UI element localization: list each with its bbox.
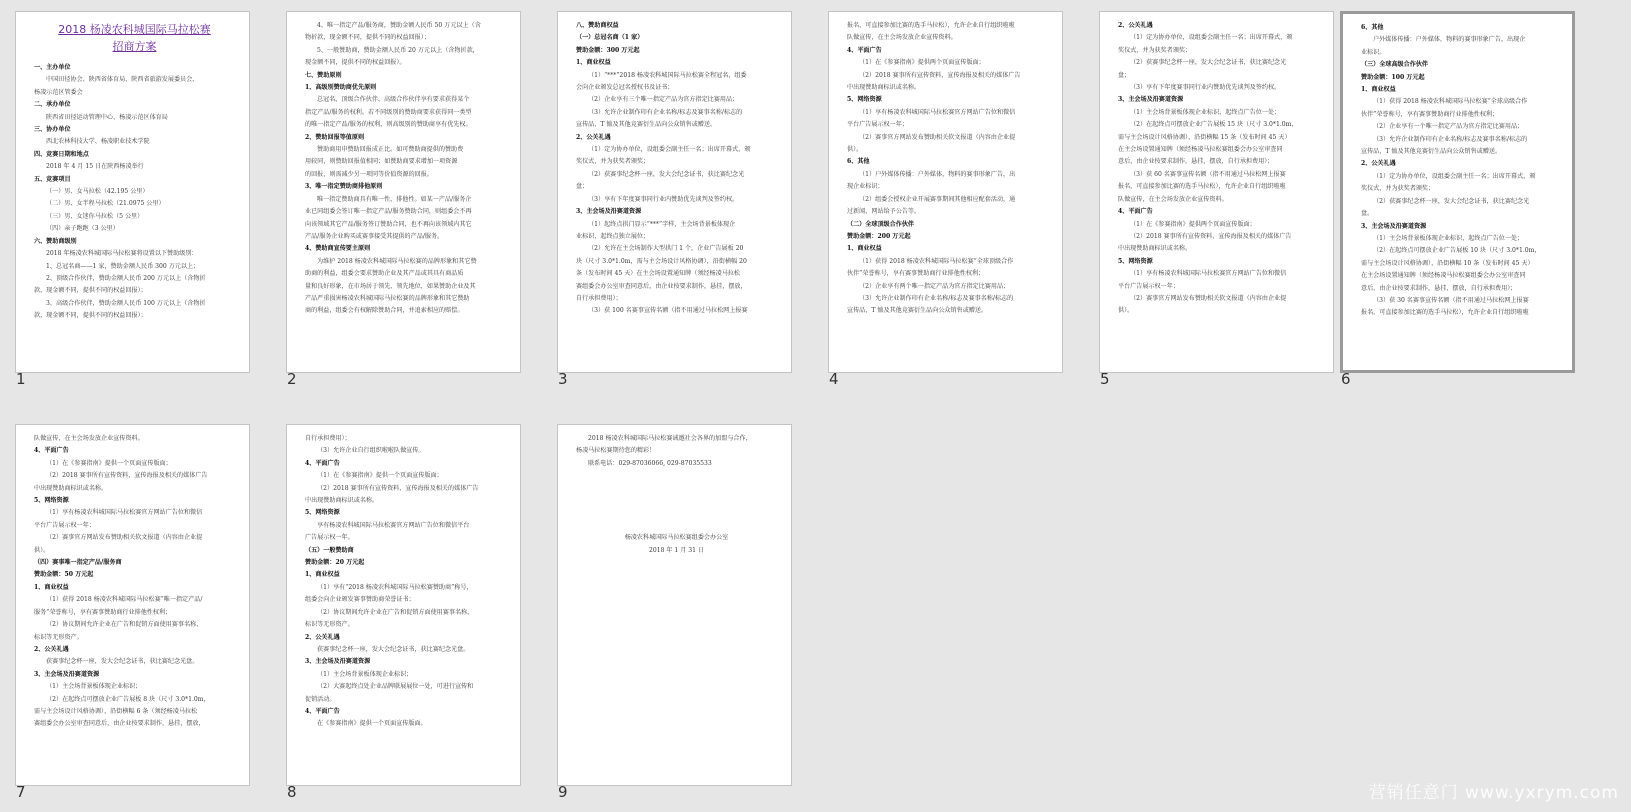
text-line: 会向企业颁发总冠名授权书及证书； — [576, 84, 674, 92]
text-line: （2）企业享有三个唯一指定产品为官方指定比赛用品； — [588, 96, 739, 104]
text-line: 杨凌农科城国际马拉松赛组委会办公室 — [624, 534, 729, 542]
section-heading: 6、其他 — [1361, 24, 1384, 31]
text-line: 陕西省田径运动管理中心、杨凌示范区体育局 — [46, 113, 168, 121]
section-heading: 3、主会场及沿赛道资源 — [305, 658, 371, 666]
text-line: 盘。 — [1361, 210, 1374, 218]
text-line: （1）享有杨凌农科城国际马拉松赛官方网站广告位和微信 — [46, 509, 203, 517]
page-thumbnail[interactable] — [286, 424, 521, 786]
section-heading: 2、赞助回报等值原则 — [305, 133, 365, 141]
text-line: 需与主会场设计风格协调），沿街横幅 15 条（发布时间 45 天） — [1118, 133, 1291, 141]
text-line: （2）在起终点可摆放企业广告展板 15 块（尺寸 3.0*1.0m， — [1130, 121, 1298, 129]
text-line: 2018 年 1 月 31 日 — [648, 546, 705, 554]
text-line: 队做宣传，在主会场发放企业宣传资料。 — [847, 34, 957, 42]
section-heading: 6、其他 — [847, 158, 870, 166]
text-line: 享有杨凌农科城国际马拉松赛官方网站广告位和微信平台 — [317, 521, 470, 529]
text-line: （1）定为协办单位，设组委会副主任一名；出席开幕式，颁 — [588, 146, 751, 154]
page-content — [576, 433, 777, 779]
text-line: （1）主会场背景板体现企业标识； — [46, 683, 142, 691]
text-line: （1）定为协办单位，设组委会副主任一名；出席开幕式，颁 — [1130, 34, 1293, 42]
page-content — [34, 433, 235, 779]
section-heading: 1、商业权益 — [1361, 86, 1396, 94]
text-line — [576, 470, 777, 482]
text-line: 在《参赛指南》提供一个页面宣传版面。 — [317, 720, 427, 728]
text-line: （2）赛事官方网站发布赞助相关软文报道（内容由企业提 — [1130, 294, 1287, 302]
text-line: 平台广告展示权一年； — [1118, 282, 1179, 290]
text-line: 自行承担费用）； — [305, 435, 351, 442]
section-heading: 3、主会场及沿赛道资源 — [34, 670, 100, 678]
text-line: （1）获得 2018 杨凌农科城国际马拉松赛“唯一指定产品/ — [46, 596, 203, 604]
text-line: 商的利益，组委会有权解除赞助合同，并追索相应的赔偿。 — [305, 307, 464, 315]
text-line: 平台广告展示权一年； — [847, 121, 908, 129]
text-line: 2018 年 4 月 15 日在陕西杨凌举行 — [46, 163, 144, 171]
text-line: （1）定为协办单位，设组委会副主任一名；出席开幕式，颁 — [1373, 172, 1536, 180]
text-line: 宣传品，T 恤及其他竞赛衍生品向公众销售或赠送。 — [847, 307, 988, 315]
text-line: 唯一指定赞助商具有唯一性、排他性。如某一产品/服务企 — [317, 195, 472, 203]
section-heading: 七、赞助原则 — [305, 71, 342, 79]
section-heading: 1、商业权益 — [847, 245, 882, 253]
text-line: 宣传品，T 恤及其他竞赛衍生品向公众销售或赠送。 — [1361, 148, 1502, 156]
text-line: 总冠名、顶级合作伙伴、高级合作伙伴享有要求获得某个 — [317, 96, 470, 104]
section-heading: 赞助金额：50 万元起 — [34, 571, 94, 579]
document-subtitle: 招商方案 — [112, 40, 157, 53]
text-line: 中出现赞助商标识或名称。 — [847, 84, 921, 92]
text-line: 的回报，则需减少另一项同等价值资源的回报。 — [305, 170, 433, 178]
section-heading: 4、平面广告 — [34, 447, 69, 455]
text-line — [576, 483, 777, 495]
page-thumbnail[interactable] — [557, 424, 792, 786]
text-line: 中出现赞助商标识或名称。 — [305, 497, 379, 505]
section-heading: 二、承办单位 — [34, 101, 71, 109]
text-line: 标识等无形资产。 — [305, 621, 354, 629]
section-heading: 赞助金额：200 万元起 — [847, 232, 911, 240]
section-heading: 5、网络资源 — [34, 497, 69, 505]
section-heading: 六、赞助商级别 — [34, 237, 77, 245]
text-line: 杨凌马拉松赛期待您的精彩！ — [576, 447, 656, 455]
text-line: 奖仪式，并为获奖者颁奖； — [1118, 46, 1192, 54]
text-line: 赛组委会办公室审查同意后，由企业按要求制作，悬挂，摆放， — [576, 282, 747, 290]
text-line: 量和良好形象，在市场居于领先、领先地位，如果赞助企业及其 — [305, 282, 476, 290]
page-content — [305, 433, 506, 779]
section-heading: （三）全球高级合作伙伴 — [1361, 61, 1429, 69]
text-line: 供）。 — [847, 146, 863, 154]
text-line: 指定产品/服务的权利。若不同级别的赞助商要求获得同一类型 — [305, 108, 472, 116]
section-heading: 一、主办单位 — [34, 64, 71, 71]
text-line: （3）允许企业制作印有企业名称/标志及赛事名称/标志的 — [859, 294, 1014, 302]
section-heading: 4、平面广告 — [305, 459, 340, 467]
text-line: （2）在起终点可摆放企业广告展板 8 块（尺寸 3.0*1.0m， — [46, 695, 210, 703]
text-line: 队做宣传，在主会场发放企业宣传资料。 — [1118, 195, 1228, 203]
text-line: 意后，由企业按要求制作，悬挂，摆放，自行承担费用）； — [1361, 284, 1517, 292]
text-line: 款，现金额不同，提供不同的权益回报）； — [34, 287, 147, 295]
text-line: （2）获赛事纪念杯一座，发大会纪念证书，获比赛纪念光 — [588, 170, 745, 178]
page-number-label: 3 — [558, 370, 568, 388]
text-line: 向该领域其它产品/服务签订赞助合同，也不再向该领域内其它 — [305, 220, 472, 228]
watermark-text: 营销任意门 www.yxrym.com — [1368, 783, 1619, 803]
text-line: （2）企业享有一个唯一指定产品为官方指定比赛用品； — [1373, 123, 1524, 131]
section-heading: 八、赞助商权益 — [576, 22, 619, 29]
section-heading: 2、公关礼遇 — [34, 645, 69, 653]
section-heading: 1、商业权益 — [305, 571, 340, 579]
section-heading: 2、公关礼遇 — [305, 633, 340, 641]
text-line: （1）获得 2018 杨凌农科城国际马拉松赛“全球顶级合作 — [859, 257, 1014, 265]
text-line — [576, 520, 777, 532]
section-heading: 四、竞赛日期和地点 — [34, 150, 89, 158]
text-line: 供）。 — [1118, 307, 1134, 315]
section-heading: 2、公关礼遇 — [576, 133, 611, 141]
section-heading: 4、平面广告 — [1118, 208, 1153, 216]
text-line: （1）获得 2018 杨凌农科城国际马拉松赛“全球高级合作 — [1373, 98, 1528, 106]
text-line: 广告展示权一年。 — [305, 534, 354, 542]
text-line: （2）赛事官方网站发布赞助相关软文报道（内容由企业提 — [46, 534, 203, 542]
text-line: 块（尺寸 3.0*1.0m，需与主会场设计风格协调），沿街横幅 20 — [576, 257, 747, 265]
text-line: （2）2018 赛事所有宣传资料，宣传海报及相关的媒体广告 — [1130, 232, 1292, 240]
text-line: 业标识，起终点独立展位； — [576, 232, 650, 240]
section-heading: 五、竞赛项目 — [34, 175, 71, 183]
text-line — [576, 495, 777, 507]
text-line: （2）协议期间允许企业在广告和促销方面使用赛事名称、 — [317, 608, 474, 616]
text-line: 业已同组委会签订唯一指定产品/服务赞助合同，则组委会不再 — [305, 208, 472, 216]
text-line: 伙伴”荣誉称号，享有赛事赞助商行业排他性权利； — [847, 270, 985, 278]
text-line: （3）允许企业自行组织啦啦队做宣传。 — [317, 447, 425, 455]
text-line: 款，现金额不同，提供不同的权益回报）； — [34, 312, 147, 320]
section-heading: （一）总冠名商（1 家） — [576, 34, 644, 42]
section-heading: 赞助金额：300 万元起 — [576, 46, 640, 54]
text-line: 联系电话：029-87036066, 029-87035533 — [588, 459, 712, 467]
text-line: 2、顶级合作伙伴，赞助金额人民币 200 万元以上（含物折 — [46, 274, 206, 282]
text-line: 伙伴”荣誉称号，享有赛事赞助商行业排他性权利； — [1361, 110, 1499, 118]
section-heading: 赞助金额：100 万元起 — [1361, 73, 1425, 81]
page-content — [1361, 22, 1558, 364]
page-content — [847, 20, 1048, 366]
text-line: 获赛事纪念杯一座，发大会纪念证书，获比赛纪念光盘。 — [46, 658, 199, 666]
page-number-label: 5 — [1100, 370, 1110, 388]
section-heading: 3、主会场及沿赛道资源 — [1361, 222, 1427, 230]
section-heading: 赞助金额：20 万元起 — [305, 559, 365, 567]
text-line: 在主会场设置通知牌（须经杨凌马拉松赛组委会办公室审查同 — [1361, 272, 1526, 280]
section-heading: 5、网络资源 — [1118, 257, 1153, 265]
text-line: （2）赛事官方网站发布赞助相关软文报道（内容由企业提 — [859, 133, 1016, 141]
text-line: 现金额不同，提供不同的权益回报）。 — [305, 59, 406, 67]
text-line: （1）“***”2018 杨凌农科城国际马拉松赛全程冠名，组委 — [588, 71, 747, 79]
text-line: （2）2018 赛事所有宣传资料，宣传海报及相关的媒体广告 — [46, 472, 208, 480]
text-line: 供）。 — [34, 546, 50, 554]
page-content — [1118, 20, 1319, 366]
text-line: 盘； — [576, 183, 589, 191]
text-line: （1）在《参赛指南》提供一个页面宣传版面； — [46, 459, 172, 467]
text-line: 报名，可直接参加比赛的选手马拉松），允许企业自行组织啦啦 — [1361, 309, 1529, 317]
text-line: （1）在《参赛指南》提供两个页面宣传版面； — [1130, 220, 1256, 228]
text-line: （3）获 100 名赛事宣传名额（指不用通过马拉松网上报赛 — [588, 307, 748, 315]
text-line: 户外媒体传播：户外媒体，物料的赛事形象广告，出现企 — [1373, 36, 1526, 44]
text-line: 报名，可直接参加比赛的选手马拉松），允许企业自行组织啦啦 — [847, 22, 1015, 29]
text-line: 4、唯一指定产品/服务商，赞助金额人民币 50 万元以上（含 — [317, 22, 481, 29]
text-line: 产品/服务企业购买或赛事接受其提供的产品/服务。 — [305, 232, 444, 240]
section-heading: 2、公关礼遇 — [1361, 160, 1396, 168]
page-thumbnail[interactable] — [15, 424, 250, 786]
text-line: （三）男、女迷你马拉松（5 公里） — [46, 212, 144, 220]
section-heading: （四）赛事唯一指定产品/服务商 — [34, 559, 122, 567]
text-line: 奖仪式，并为获奖者颁奖； — [1361, 185, 1435, 193]
text-line — [576, 507, 777, 519]
text-line: （1）享有杨凌农科城国际马拉松赛官方网站广告位和微信 — [1130, 270, 1287, 278]
text-line: （1）主会场背景板体现企业标识，起终点广告位一处； — [1130, 108, 1281, 116]
section-heading: 3、主会场及沿赛道资源 — [1118, 96, 1184, 104]
section-heading: 1、商业权益 — [576, 59, 611, 67]
text-line: 条（发布时间 45 天）在主会场设置通知牌（须经杨凌马拉松 — [576, 270, 740, 278]
text-line: 赛组委会办公室审查同意后，由企业按要求制作，悬挂，摆放， — [34, 720, 205, 728]
page-number-label: 2 — [287, 370, 297, 388]
text-line: （2）2018 赛事所有宣传资料，宣传海报及相关的媒体广告 — [859, 71, 1021, 79]
text-line: 队做宣传，在主会场发放企业宣传资料。 — [34, 435, 144, 442]
section-heading: 5、网络资源 — [847, 96, 882, 104]
text-line: 中出现赞助商标识或名称。 — [34, 484, 108, 492]
text-line: 宣传品，T 恤及其他竞赛衍生品向公众销售或赠送。 — [576, 121, 717, 129]
text-line: 组委会向企业颁发赛事赞助商荣誉证书； — [305, 596, 415, 604]
text-line: （一）男、女马拉松（42.195 公里） — [46, 188, 149, 196]
text-line: 获赛事纪念杯一座，发大会纪念证书，获比赛纪念光盘。 — [317, 645, 470, 653]
section-heading: （二）全球顶级合作伙伴 — [847, 220, 915, 228]
text-line: 自行承担费用）； — [576, 294, 622, 302]
text-line: （3）允许企业制作印有企业名称/标志及赛事名称/标志的 — [1373, 135, 1528, 143]
text-line: （2）获赛事纪念杯一座，发大会纪念证书，获比赛纪念光 — [1373, 197, 1530, 205]
text-line: 意后，由企业按要求制作，悬挂，摆放，自行承担费用）； — [1118, 158, 1274, 166]
text-line: 2018 年杨凌农科城国际马拉松赛将设置以下赞助级别： — [46, 250, 198, 258]
section-heading: 4、赞助商宣传要主原则 — [305, 245, 371, 253]
page-number-label: 1 — [16, 370, 26, 388]
text-line: 5、一般赞助商，赞助金额人民币 20 万元以上（含物折款， — [317, 46, 479, 54]
page-number-label: 4 — [829, 370, 839, 388]
text-line: 物折款，现金额不同，提供不同的权益回报）； — [305, 34, 430, 42]
page-thumbnail[interactable] — [557, 11, 792, 373]
text-line: （3）获 60 名赛事宣传名额（指不用通过马拉松网上报赛 — [1130, 170, 1286, 178]
page-thumbnail[interactable] — [828, 11, 1063, 373]
text-line: 奖仪式，并为获奖者颁奖； — [576, 158, 650, 166]
text-line: （1）享有“2018 杨凌农科城国际马拉松赛赞助商”称号， — [317, 583, 473, 591]
text-line: （2）组委会授权企业开展赛事期间其他相应配套活动，通 — [859, 195, 1016, 203]
text-line: 报名，可直接参加比赛的选手马拉松），允许企业自行组织啦啦 — [1118, 183, 1286, 191]
section-heading: 2、公关礼遇 — [1118, 22, 1153, 29]
page-thumbnail[interactable] — [1099, 11, 1334, 373]
text-line: （3）允许企业制作印有企业名称/标志及赛事名称/标志的 — [588, 108, 743, 116]
text-line: 产品严重损害杨凌农科城国际马拉松赛的品牌形象和其它赞助 — [305, 294, 470, 302]
text-line: （2）企业享有两个唯一指定产品为官方指定比赛用品； — [859, 282, 1010, 290]
text-line: 3、高级合作伙伴，赞助金额人民币 100 万元以上（含物折 — [46, 299, 206, 307]
text-line: 过新闻、网站给予公告等。 — [847, 208, 921, 216]
section-heading: 3、主会场及沿赛道资源 — [576, 208, 642, 216]
page-content — [34, 20, 235, 366]
text-line: （二）男、女半程马拉松（21.0975 公里） — [46, 200, 165, 208]
text-line: （2）协议期间允许企业在广告和促销方面使用赛事名称、 — [46, 621, 203, 629]
text-line: 业标识。 — [1361, 48, 1386, 56]
text-line: 助商的利益，组委会要求赞助企业及其产品或其具有商品质 — [305, 270, 464, 278]
section-heading: 3、唯一指定赞助商排他原则 — [305, 183, 383, 191]
text-line: 中出现赞助商标识或名称。 — [1118, 245, 1192, 253]
text-line: （1）享有杨凌农科城国际马拉松赛官方网站广告位和微信 — [859, 108, 1016, 116]
text-line: 为维护 2018 杨凌农科城国际马拉松赛的品牌形象和其它赞 — [317, 257, 477, 265]
text-line: 盘； — [1118, 71, 1131, 79]
text-line: （1）主会场背景板体现企业标识，起终点广告位一处； — [1373, 234, 1524, 242]
text-line: （1）在《参赛指南》提供两个页面宣传版面； — [859, 59, 985, 67]
section-heading: 4、平面广告 — [847, 46, 882, 54]
text-line: 中国田径协会、陕西省体育局、陕西省旅游发展委员会、 — [46, 76, 199, 84]
page-content — [305, 20, 506, 366]
page-number-label: 6 — [1341, 370, 1351, 388]
section-heading: 1、高级别赞助商优先原则 — [305, 84, 377, 92]
section-heading: 4、平面广告 — [305, 707, 340, 715]
text-line: （2）获赛事纪念杯一座，发大会纪念证书，获比赛纪念光 — [1130, 59, 1287, 67]
text-line: 平台广告展示权一年； — [34, 521, 95, 529]
text-line: （1）主会场背景板体现企业标识； — [317, 670, 413, 678]
page-thumbnail[interactable] — [15, 11, 250, 373]
text-line: （3）享有下年度赛事同行业内赞助优先谈判及签约权。 — [1130, 84, 1281, 92]
text-line: 杨凌示范区管委会 — [34, 88, 83, 96]
page-thumbnail[interactable] — [1340, 11, 1575, 373]
section-heading: 1、商业权益 — [34, 583, 69, 591]
text-line: （1）在《参赛指南》提供一个页面宣传版面； — [317, 472, 443, 480]
page-content — [576, 20, 777, 366]
section-heading: 5、网络资源 — [305, 509, 340, 517]
text-line: 赞助商用申赞助回报成正比。如可赞助商提供的赞助费 — [317, 146, 464, 154]
text-line: （四）亲子跑跑（3 公里） — [46, 225, 119, 233]
document-title: 2018 杨凌农科城国际马拉松赛 — [58, 23, 211, 36]
text-line: 西北农林科技大学、杨凌职业技术学院 — [46, 138, 150, 146]
text-line: 用较同，则赞助回报值相同；如赞助商要求增加一项资源 — [305, 158, 458, 166]
text-line: （2）在起终点可摆放企业广告展板 10 块（尺寸 3.0*1.0m， — [1373, 247, 1541, 255]
text-line: （2）大赛起终点处企业品牌联展展位一处，可进行宣传和 — [317, 683, 474, 691]
text-line: （1）起终点拱门显示“***”字样，主会场背景板体现企 — [588, 220, 736, 228]
page-number-label: 8 — [287, 783, 297, 801]
text-line: 需与主会场设计风格协调），沿街横幅 10 条（发布时间 45 天） — [1361, 259, 1534, 267]
page-thumbnail[interactable] — [286, 11, 521, 373]
text-line: 2018 杨凌农科城国际马拉松赛诚邀社会各界的加盟与合作， — [588, 435, 752, 442]
text-line: 服务”荣誉称号，享有赛事赞助商行业排他性权利； — [34, 608, 172, 616]
text-line: （3）享有下年度赛事同行业内赞助优先谈判及签约权。 — [588, 195, 739, 203]
text-line: 需与主会场设计风格协调），沿街横幅 6 条（须经杨凌马拉松 — [34, 707, 198, 715]
section-heading: （五）一般赞助商 — [305, 546, 354, 554]
text-line: 的唯一指定产品/服务的权利，则高级别的赞助商享有优先权。 — [305, 121, 472, 129]
text-line: 在主会场设置通知牌（须经杨凌马拉松赛组委会办公室审查同 — [1118, 146, 1283, 154]
text-line: （1）户外媒体传播：户外媒体，物料的赛事形象广告，出 — [859, 170, 1016, 178]
page-number-label: 7 — [16, 783, 26, 801]
text-line: 标识等无形资产。 — [34, 633, 83, 641]
text-line: （2）2018 赛事所有宣传资料，宣传海报及相关的媒体广告 — [317, 484, 479, 492]
text-line: （3）获 30 名赛事宣传名额（指不用通过马拉松网上报赛 — [1373, 296, 1529, 304]
text-line: 促销活动。 — [305, 695, 336, 703]
text-line: 现企业标识； — [847, 183, 884, 191]
section-heading: 三、协办单位 — [34, 126, 71, 134]
text-line: 1、总冠名商——1 家，赞助金额人民币 300 万元以上； — [46, 262, 200, 270]
page-number-label: 9 — [558, 783, 568, 801]
text-line: （2）允许在主会场制作大型拱门 1 个，企业广告展板 20 — [588, 245, 744, 253]
